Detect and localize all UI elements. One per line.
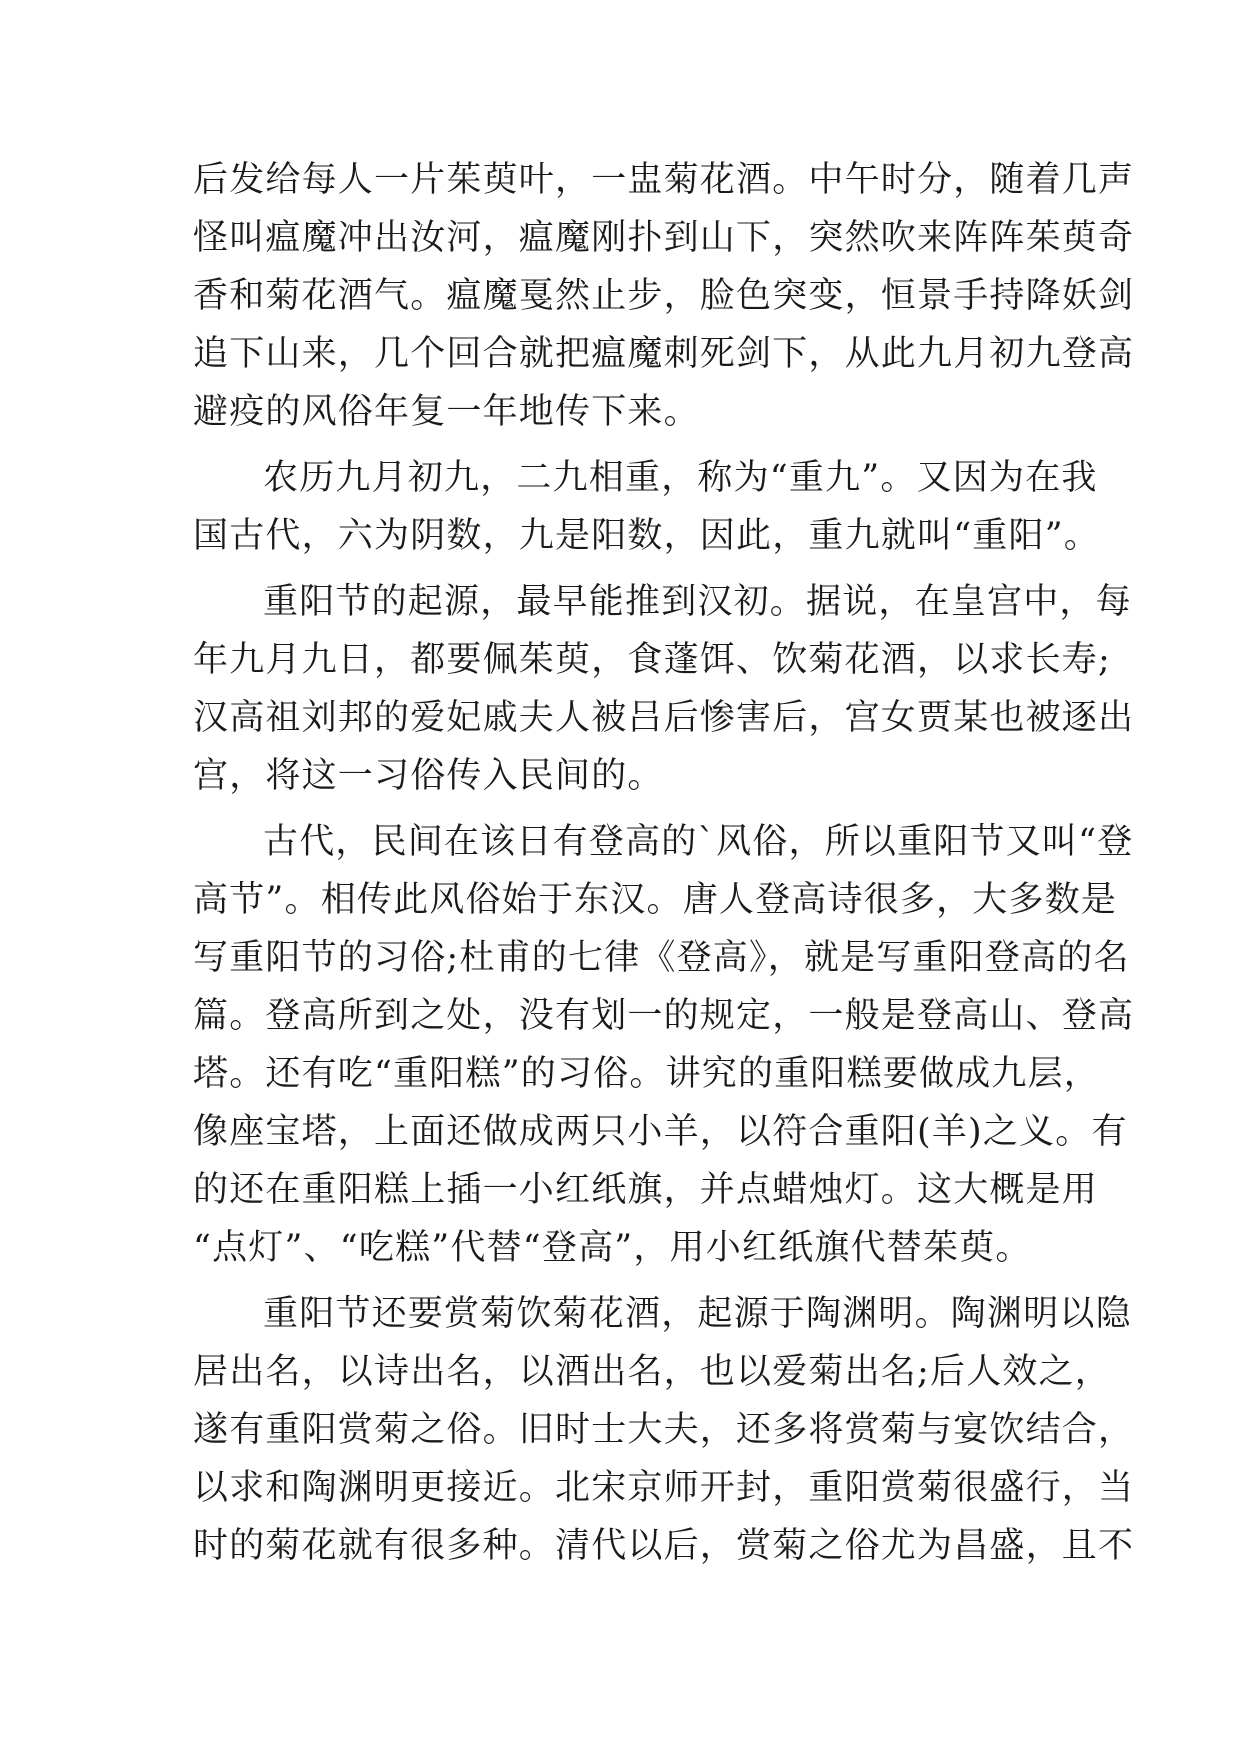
document-body: [193, 151, 1135, 1575]
text-line: 追下山来，几个回合就把瘟魔刺死剑下，从此九月初九登高: [193, 334, 1135, 374]
paragraph-gap: [193, 1277, 1073, 1285]
text-line: 写重阳节的习俗;杜甫的七律《登高》，就是写重阳登高的名: [193, 938, 1130, 978]
paragraph: [193, 573, 1135, 805]
text-line: 篇。登高所到之处，没有划一的规定，一般是登高山、登高: [193, 996, 1135, 1036]
text-line: 时的菊花就有很多种。清代以后，赏菊之俗尤为昌盛，且不: [193, 1526, 1135, 1566]
text-line: 汉高祖刘邦的爱妃戚夫人被吕后惨害后，宫女贾某也被逐出: [193, 698, 1135, 738]
text-line: 高节”。相传此风俗始于东汉。唐人登高诗很多，大多数是: [193, 880, 1118, 920]
text-line: “点灯”、“吃糕”代替“登高”，用小红纸旗代替茱萸。: [193, 1228, 1032, 1268]
text-line: 塔。还有吃“重阳糕”的习俗。讲究的重阳糕要做成九层，: [193, 1054, 1100, 1094]
text-line: 避疫的风俗年复一年地传下来。: [193, 392, 700, 432]
text-line: 的还在重阳糕上插一小红纸旗，并点蜡烛灯。这大概是用: [193, 1170, 1099, 1210]
text-line: 农历九月初九，二九相重，称为“重九”。又因为在我: [263, 458, 1098, 498]
text-line: 年九月九日，都要佩茱萸，食蓬饵、饮菊花酒，以求长寿;: [193, 640, 1111, 680]
text-line: 古代，民间在该日有登高的`风俗，所以重阳节又叫“登: [263, 822, 1134, 862]
text-line: 重阳节的起源，最早能推到汉初。据说，在皇宫中，每: [263, 582, 1132, 622]
paragraph: [193, 151, 1135, 441]
paragraph-gap: [193, 805, 1073, 813]
text-line: 国古代，六为阴数，九是阳数，因此，重九就叫“重阳”。: [193, 516, 1100, 556]
paragraph: [193, 1285, 1135, 1575]
text-line: 遂有重阳赏菊之俗。旧时士大夫，还多将赏菊与宴饮结合，: [193, 1410, 1135, 1450]
paragraph: [193, 449, 1100, 565]
paragraph-gap: [193, 565, 1073, 573]
text-line: 居出名，以诗出名，以酒出名，也以爱菊出名;后人效之，: [193, 1352, 1111, 1392]
text-line: 怪叫瘟魔冲出汝河，瘟魔刚扑到山下，突然吹来阵阵茱萸奇: [193, 218, 1135, 258]
text-line: 以求和陶渊明更接近。北宋京师开封，重阳赏菊很盛行，当: [193, 1468, 1135, 1508]
text-line: 重阳节还要赏菊饮菊花酒，起源于陶渊明。陶渊明以隐: [263, 1294, 1132, 1334]
text-line: 像座宝塔，上面还做成两只小羊，以符合重阳(羊)之义。有: [193, 1112, 1128, 1152]
text-line: 香和菊花酒气。瘟魔戛然止步，脸色突变，恒景手持降妖剑: [193, 276, 1135, 316]
text-line: 宫，将这一习俗传入民间的。: [193, 756, 664, 796]
paragraph-gap: [193, 441, 1073, 449]
text-line: 后发给每人一片茱萸叶，一盅菊花酒。中午时分，随着几声: [193, 160, 1135, 200]
paragraph: [193, 813, 1135, 1277]
